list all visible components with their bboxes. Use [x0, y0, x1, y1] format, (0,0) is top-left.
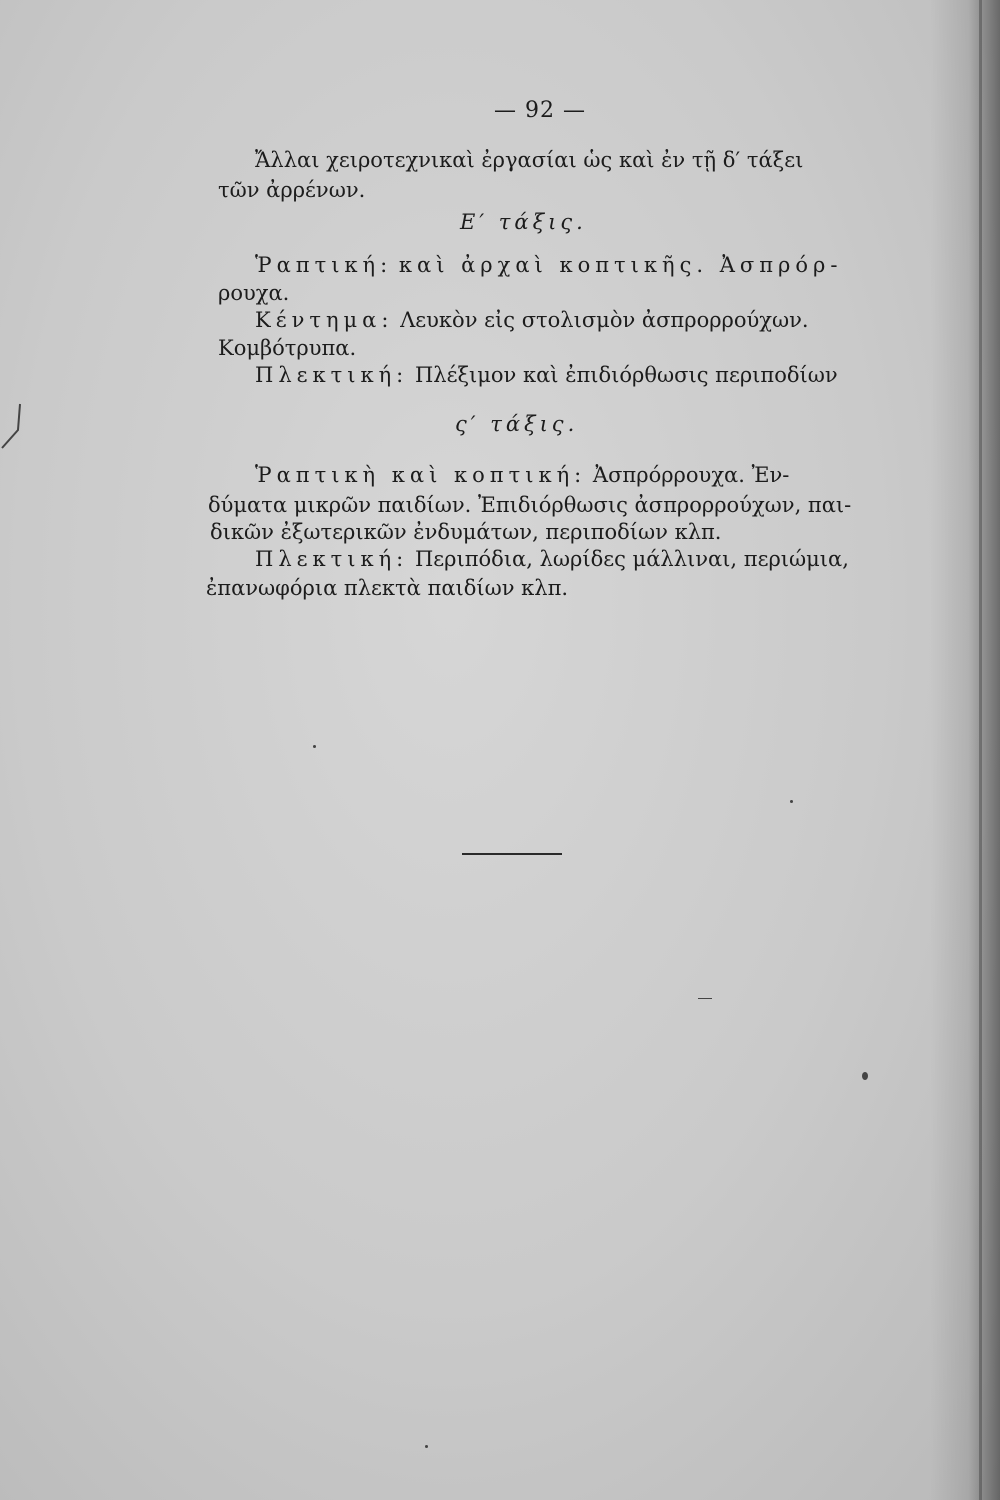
sewing-text: Ἀσπρόρρουχα. Ἐν-	[592, 463, 790, 487]
speck	[862, 1072, 868, 1080]
speck	[425, 1445, 428, 1448]
section-e-embroidery-line-2: Κομβότρυπα.	[218, 336, 357, 360]
section-st-sewing-line-1	[255, 465, 789, 486]
embroidery-text: Λευκὸν εἰς στολισμὸν ἀσπρορρούχων.	[400, 308, 809, 332]
section-st-knitting-line-2: ἐπανωφόρια πλεκτὰ παιδίων κλπ.	[206, 576, 569, 600]
section-st-knitting-line-1	[255, 549, 849, 570]
page-number: — 92 —	[494, 98, 586, 123]
section-e-sewing-line-1	[255, 255, 842, 276]
sewing-label: Ῥαπτικὴ καὶ κοπτική:	[255, 463, 587, 487]
section-st-sewing-line-2: δύματα μικρῶν παιδίων. Ἐπιδιόρθωσις ἀσπρορρούχων, παι-	[208, 493, 852, 517]
binding-edge	[979, 0, 982, 1500]
intro-line-2: τῶν ἀρρένων.	[218, 178, 366, 202]
intro-line-1: Ἄλλαι χειροτεχνικαὶ ἐργασίαι ὡς καὶ ἐν τῇ δ′ τάξει	[255, 148, 804, 172]
sewing-label: Ῥαπτική:	[255, 253, 393, 277]
binding-shadow	[930, 0, 1000, 1500]
section-e-embroidery-line-1	[255, 310, 809, 331]
section-e-heading: Ε′ τάξις.	[460, 210, 587, 234]
section-st-heading: ς′ τάξις.	[455, 412, 579, 436]
section-st-sewing-line-3: δικῶν ἐξωτερικῶν ἐνδυμάτων, περιποδίων κλπ.	[210, 520, 722, 544]
knitting-text: Περιπόδια, λωρίδες μάλλιναι, περιώμια,	[414, 547, 849, 571]
sewing-text: καὶ ἀρχαὶ κοπτικῆς. Ἀσπρόρ-	[398, 253, 843, 277]
section-e-sewing-line-2: ρουχα.	[218, 281, 290, 305]
knitting-label: Πλεκτική:	[255, 547, 409, 571]
section-end-rule	[462, 853, 562, 855]
speck	[790, 800, 793, 803]
section-e-knitting-line-1	[255, 365, 838, 386]
knitting-label: Πλεκτική:	[255, 363, 409, 387]
speck	[698, 998, 712, 999]
embroidery-label: Κέντημα:	[255, 308, 394, 332]
knitting-text: Πλέξιμον καὶ ἐπιδιόρθωσις περιποδίων	[414, 363, 838, 387]
margin-mark	[0, 400, 28, 450]
speck	[313, 745, 316, 748]
